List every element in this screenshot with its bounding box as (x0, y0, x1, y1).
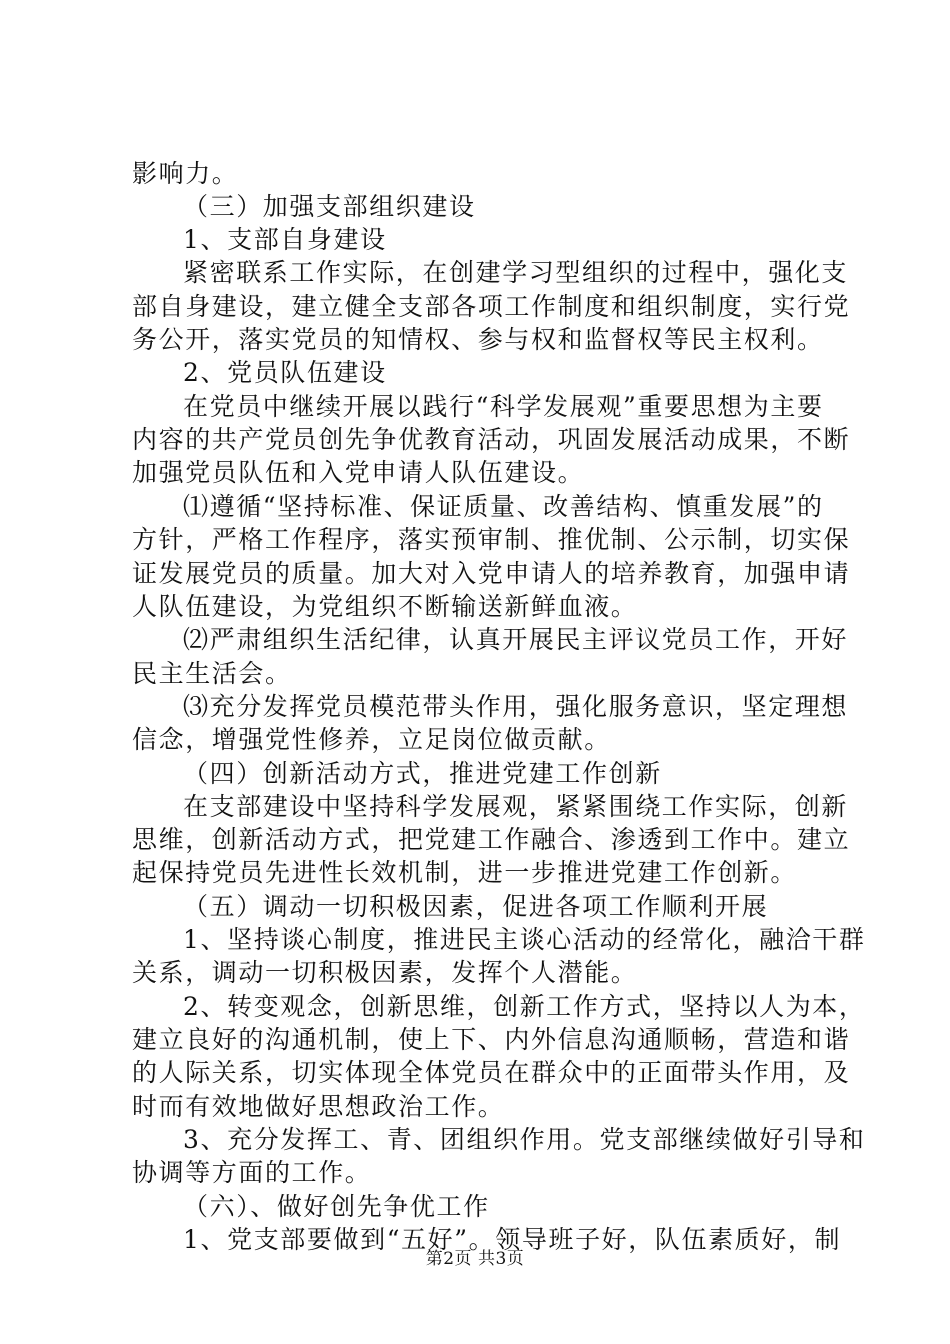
text-line: 在党员中继续开展以践行“科学发展观”重要思想为主要 (183, 392, 824, 421)
text-line: （四）创新活动方式，推进党建工作创新 (183, 759, 662, 788)
text-line: 紧密联系工作实际，在创建学习型组织的过程中，强化支 (183, 258, 849, 287)
text-line: ⑵严肃组织生活纪律，认真开展民主评议党员工作，开好 (183, 625, 849, 654)
text-line: （六）、做好创先争优工作 (183, 1192, 490, 1221)
text-line: ⑴遵循“坚持标准、保证质量、改善结构、慎重发展”的 (183, 492, 824, 521)
text-line: 1、党支部要做到“五好”。领导班子好，队伍素质好，制 (183, 1225, 842, 1254)
text-line: 内容的共产党员创先争优教育活动，巩固发展活动成果，不断 (132, 425, 851, 454)
text-line: 人队伍建设，为党组织不断输送新鲜血液。 (132, 592, 638, 621)
text-line: ⑶充分发挥党员模范带头作用，强化服务意识，坚定理想 (183, 692, 849, 721)
text-line: 加强党员队伍和入党申请人队伍建设。 (132, 458, 585, 487)
text-line: 时而有效地做好思想政治工作。 (132, 1092, 505, 1121)
text-line: 3、充分发挥工、青、团组织作用。党支部继续做好引导和 (183, 1125, 866, 1154)
text-line: 1、支部自身建设 (183, 225, 387, 254)
text-line: 影响力。 (132, 159, 239, 188)
text-line: 部自身建设，建立健全支部各项工作制度和组织制度，实行党 (132, 292, 851, 321)
text-line: 的人际关系，切实体现全体党员在群众中的正面带头作用，及 (132, 1058, 851, 1087)
text-line: 证发展党员的质量。加大对入党申请人的培养教育，加强申请 (132, 559, 851, 588)
page-footer: 第2页 共3页 (425, 1249, 525, 1269)
text-line: 思维，创新活动方式，把党建工作融合、渗透到工作中。建立 (132, 825, 851, 854)
text-line: 民主生活会。 (132, 659, 292, 688)
text-line: 起保持党员先进性长效机制，进一步推进党建工作创新。 (132, 858, 798, 887)
text-line: 方针，严格工作程序，落实预审制、推优制、公示制，切实保 (132, 525, 851, 554)
text-line: 在支部建设中坚持科学发展观，紧紧围绕工作实际，创新 (183, 792, 849, 821)
text-line: （三）加强支部组织建设 (183, 192, 476, 221)
text-line: （五）调动一切积极因素，促进各项工作顺利开展 (183, 892, 769, 921)
text-line: 务公开，落实党员的知情权、参与权和监督权等民主权利。 (132, 325, 824, 354)
text-line: 协调等方面的工作。 (132, 1158, 372, 1187)
text-line: 建立良好的沟通机制，使上下、内外信息沟通顺畅，营造和谐 (132, 1025, 851, 1054)
text-line: 2、党员队伍建设 (183, 358, 387, 387)
text-line: 关系，调动一切积极因素，发挥个人潜能。 (132, 958, 638, 987)
text-line: 信念，增强党性修养，立足岗位做贡献。 (132, 725, 611, 754)
text-line: 2、转变观念，创新思维，创新工作方式，坚持以人为本， (183, 992, 866, 1021)
text-line: 1、坚持谈心制度，推进民主谈心活动的经常化，融洽干群 (183, 925, 866, 954)
